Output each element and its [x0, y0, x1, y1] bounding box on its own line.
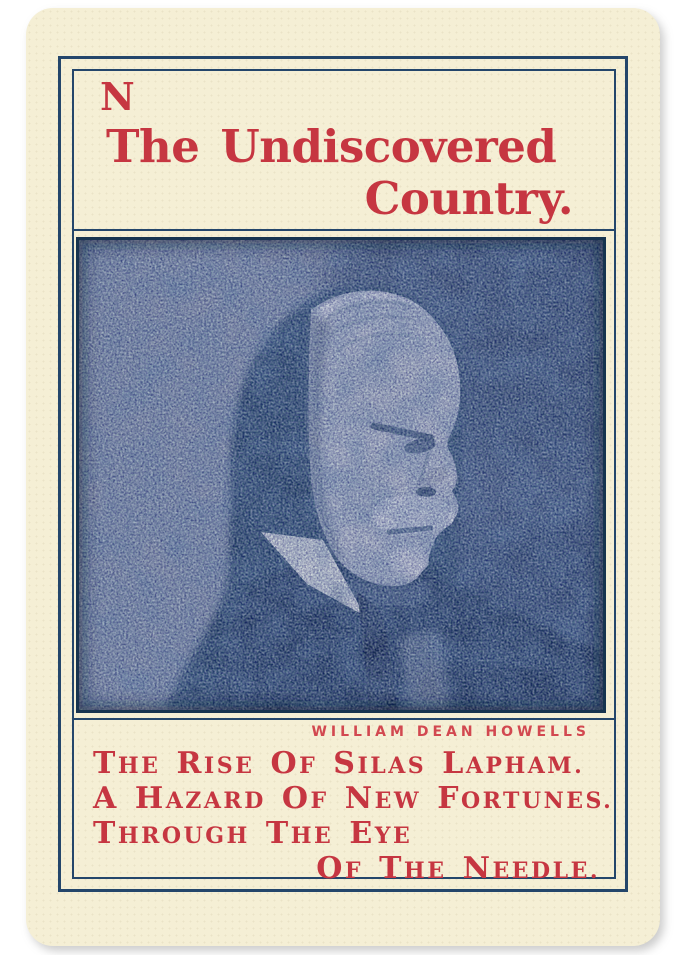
- book-title-2: A HAZARD OF NEW FORTUNES.: [93, 781, 614, 816]
- portrait-photo: [76, 237, 606, 713]
- card-title-line-1: The Undiscovered: [106, 120, 557, 173]
- card-title-line-2: Country.: [364, 172, 573, 225]
- photo-section-divider: [74, 718, 614, 720]
- author-caption: WILLIAM DEAN HOWELLS: [311, 724, 590, 740]
- book-title-1: THE RISE OF SILAS LAPHAM.: [93, 746, 585, 781]
- book-title-4: OF THE NEEDLE.: [316, 851, 600, 886]
- title-section-divider: [74, 229, 614, 231]
- card-index-letter: N: [100, 74, 135, 119]
- book-title-3: THROUGH THE EYE: [93, 816, 413, 851]
- card: [26, 8, 660, 946]
- book-title-list: [93, 746, 614, 888]
